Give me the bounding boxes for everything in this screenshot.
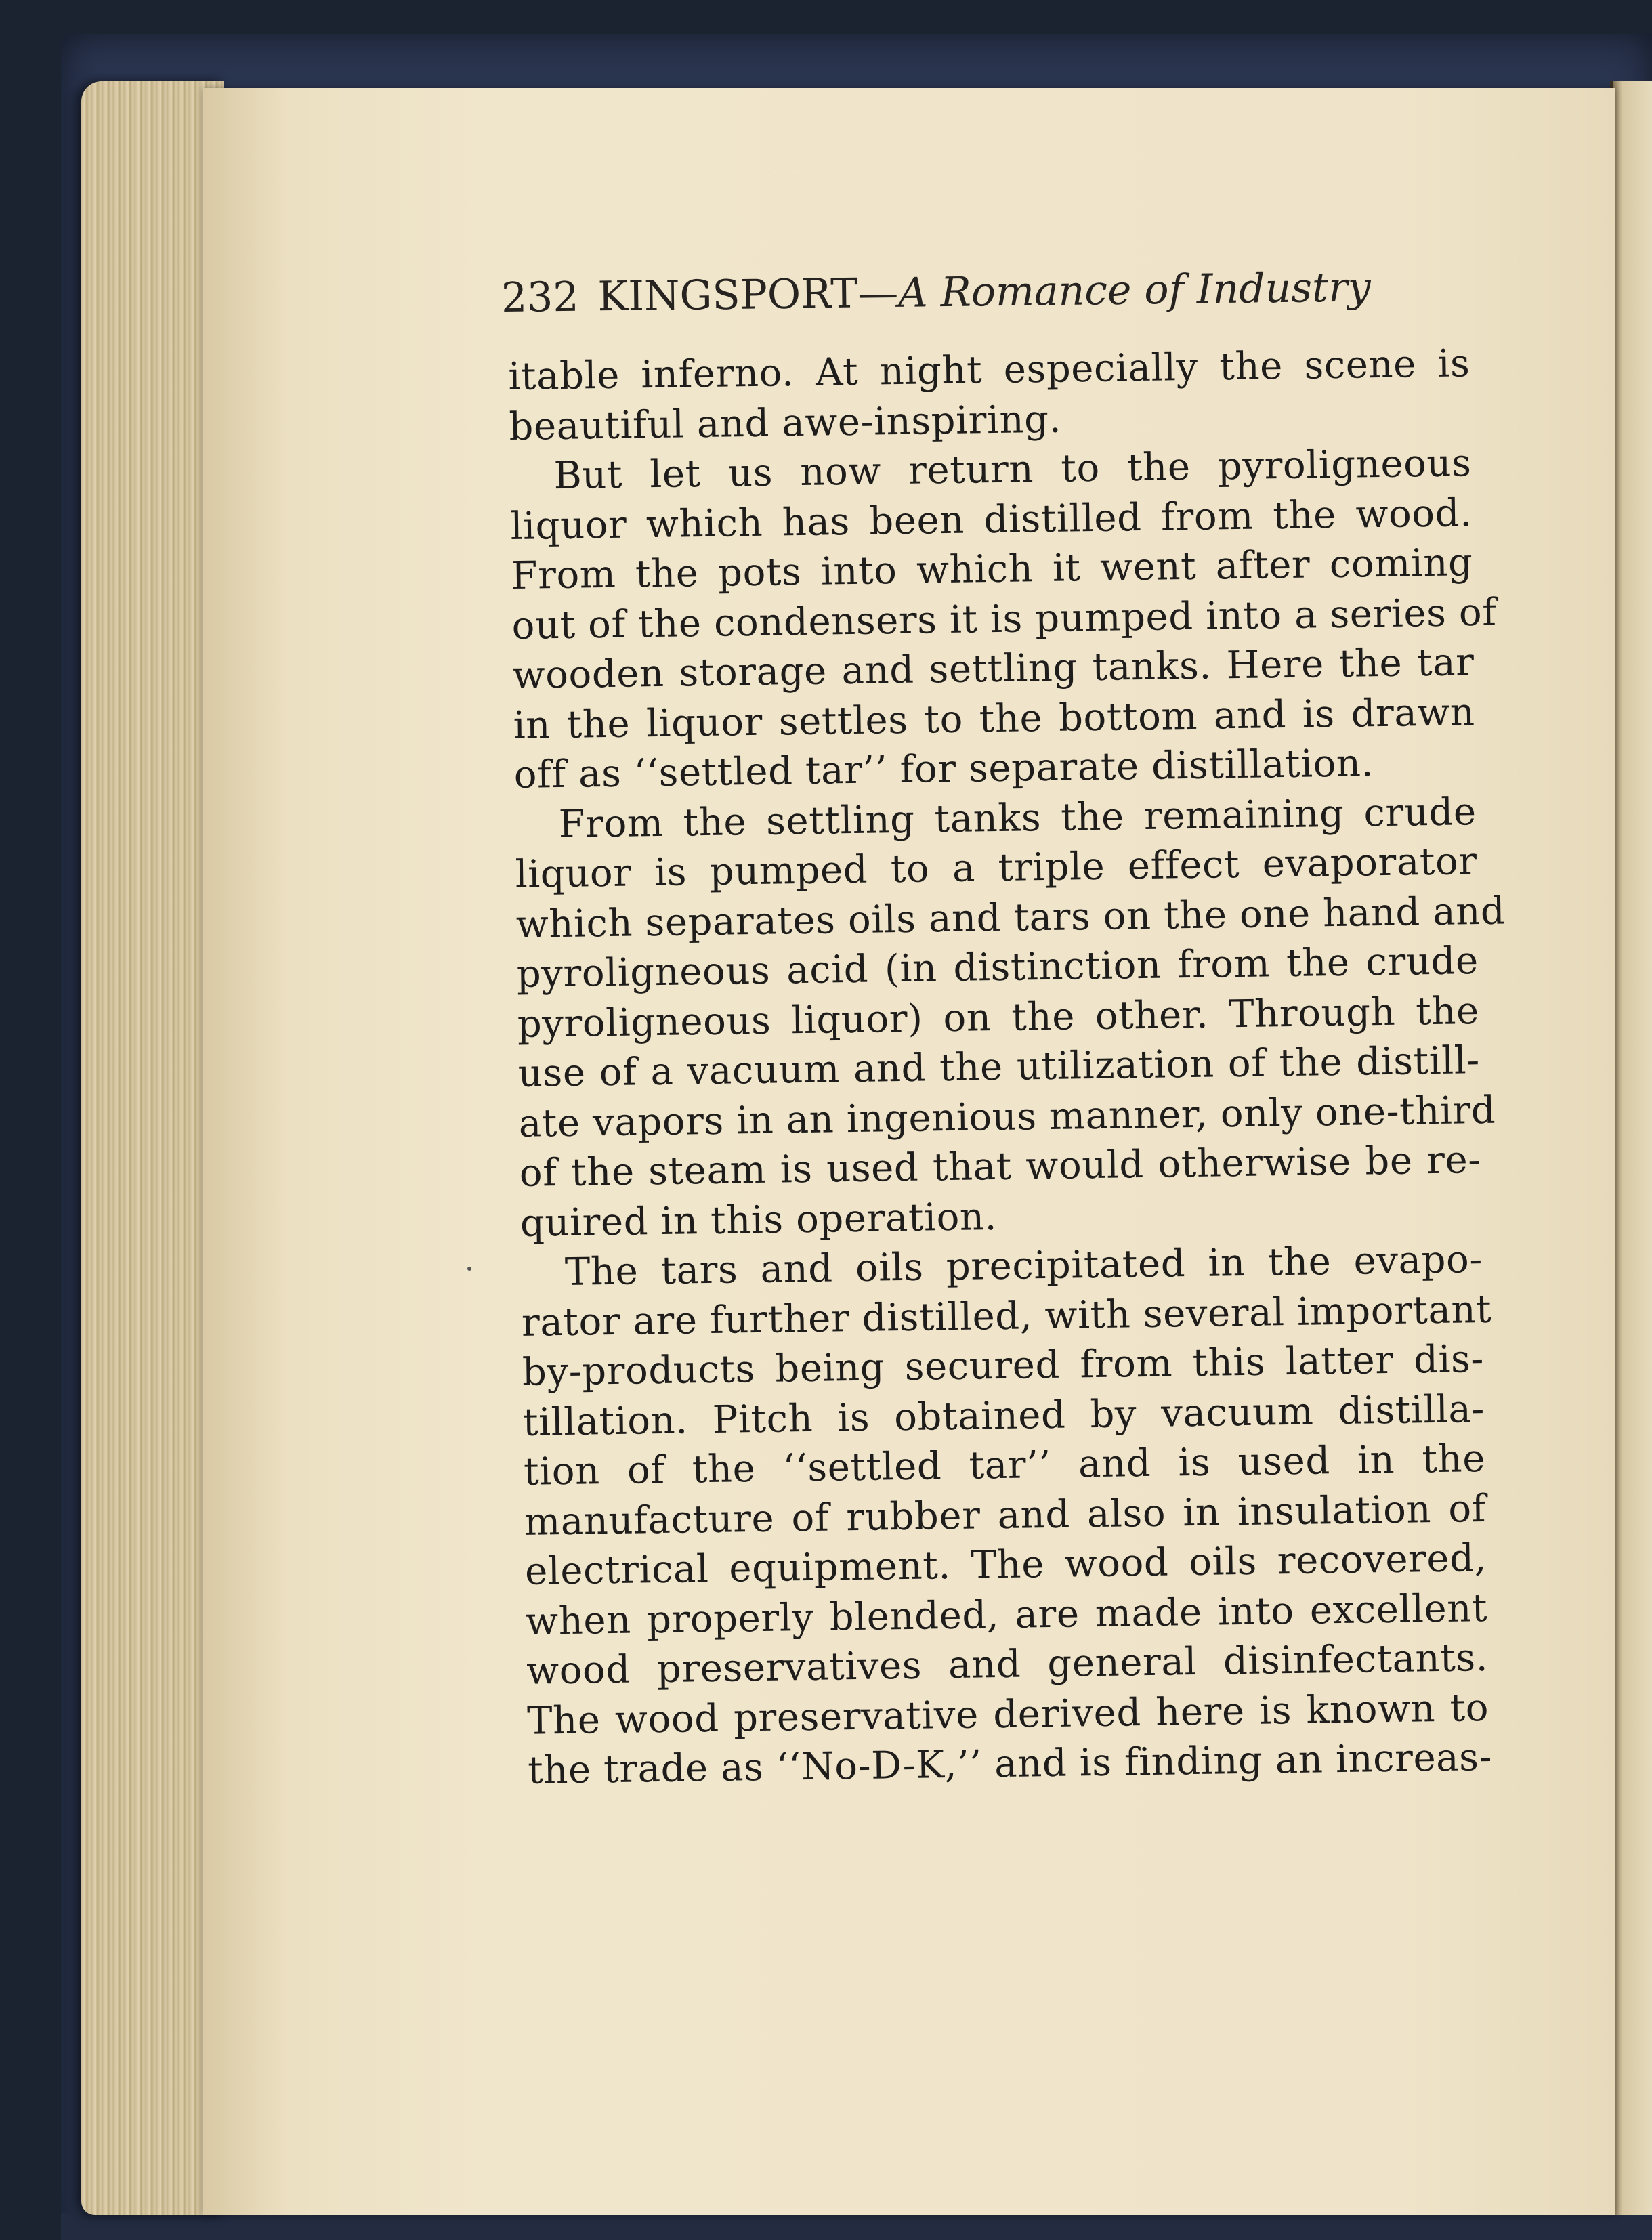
paper-speck xyxy=(467,1267,471,1271)
text-line: when properly blended, are made into excellent xyxy=(525,1586,1488,1644)
text-line: tillation. Pitch is obtained by vacuum distilla- xyxy=(522,1387,1485,1445)
text-line: ate vapors in an ingenious manner, only one-third xyxy=(518,1088,1496,1146)
text-line: The tars and oils precipitated in the evapo- xyxy=(564,1238,1483,1294)
text-line: liquor which has been distilled from the wood. xyxy=(510,490,1473,549)
text-line: beautiful and awe-inspiring. xyxy=(509,397,1062,449)
text-line: which separates oils and tars on the one hand and xyxy=(515,889,1506,947)
text-line: rator are further distilled, with several important xyxy=(521,1287,1492,1345)
book-cover-bottom xyxy=(61,2213,1652,2240)
text-line: liquor is pumped to a triple effect evaporator xyxy=(515,839,1478,897)
facing-page xyxy=(1612,81,1652,2215)
book-subtitle: A Romance of Industry xyxy=(897,263,1372,317)
text-line: From the settling tanks the remaining crude xyxy=(558,789,1477,847)
text-line: But let us now return to the pyroligneous xyxy=(553,441,1472,499)
text-line: From the pots into which it went after coming xyxy=(511,541,1473,598)
page-number: 232 xyxy=(501,273,579,322)
text-line: pyroligneous liquor) on the other. Through the xyxy=(517,988,1480,1047)
text-line: off as ‘‘settled tar’’ for separate distillation. xyxy=(513,741,1374,797)
text-line: use of a vacuum and the utilization of the distill- xyxy=(517,1038,1481,1096)
text-line: of the steam is used that would otherwise be re- xyxy=(519,1138,1482,1196)
text-line: wooden storage and settling tanks. Here the tar xyxy=(512,640,1475,698)
text-line: wood preservatives and general disinfectants. xyxy=(526,1635,1489,1693)
running-head xyxy=(501,257,1409,329)
text-line: in the liquor settles to the bottom and is drawn xyxy=(513,690,1476,748)
page-edges xyxy=(81,81,224,2215)
text-line: manufacture of rubber and also in insulation of xyxy=(524,1486,1487,1544)
book-title: KINGSPORT— xyxy=(597,269,899,321)
text-line: quired in this operation. xyxy=(520,1194,998,1246)
text-line: the trade as ‘‘No-D-K,’’ and is finding an increas- xyxy=(527,1735,1493,1793)
text-line: out of the condensers it is pumped into a series of xyxy=(511,590,1497,648)
text-line: pyroligneous acid (in distinction from the crude xyxy=(516,939,1479,996)
text-line: The wood preservative derived here is known to xyxy=(526,1685,1489,1744)
text-line: tion of the ‘‘settled tar’’ and is used in the xyxy=(523,1437,1486,1494)
text-line: by-products being secured from this latter dis- xyxy=(522,1337,1485,1395)
text-line: itable inferno. At night especially the scene is xyxy=(508,341,1470,399)
text-line: electrical equipment. The wood oils recovered, xyxy=(524,1536,1487,1594)
body-text xyxy=(508,339,1506,1796)
